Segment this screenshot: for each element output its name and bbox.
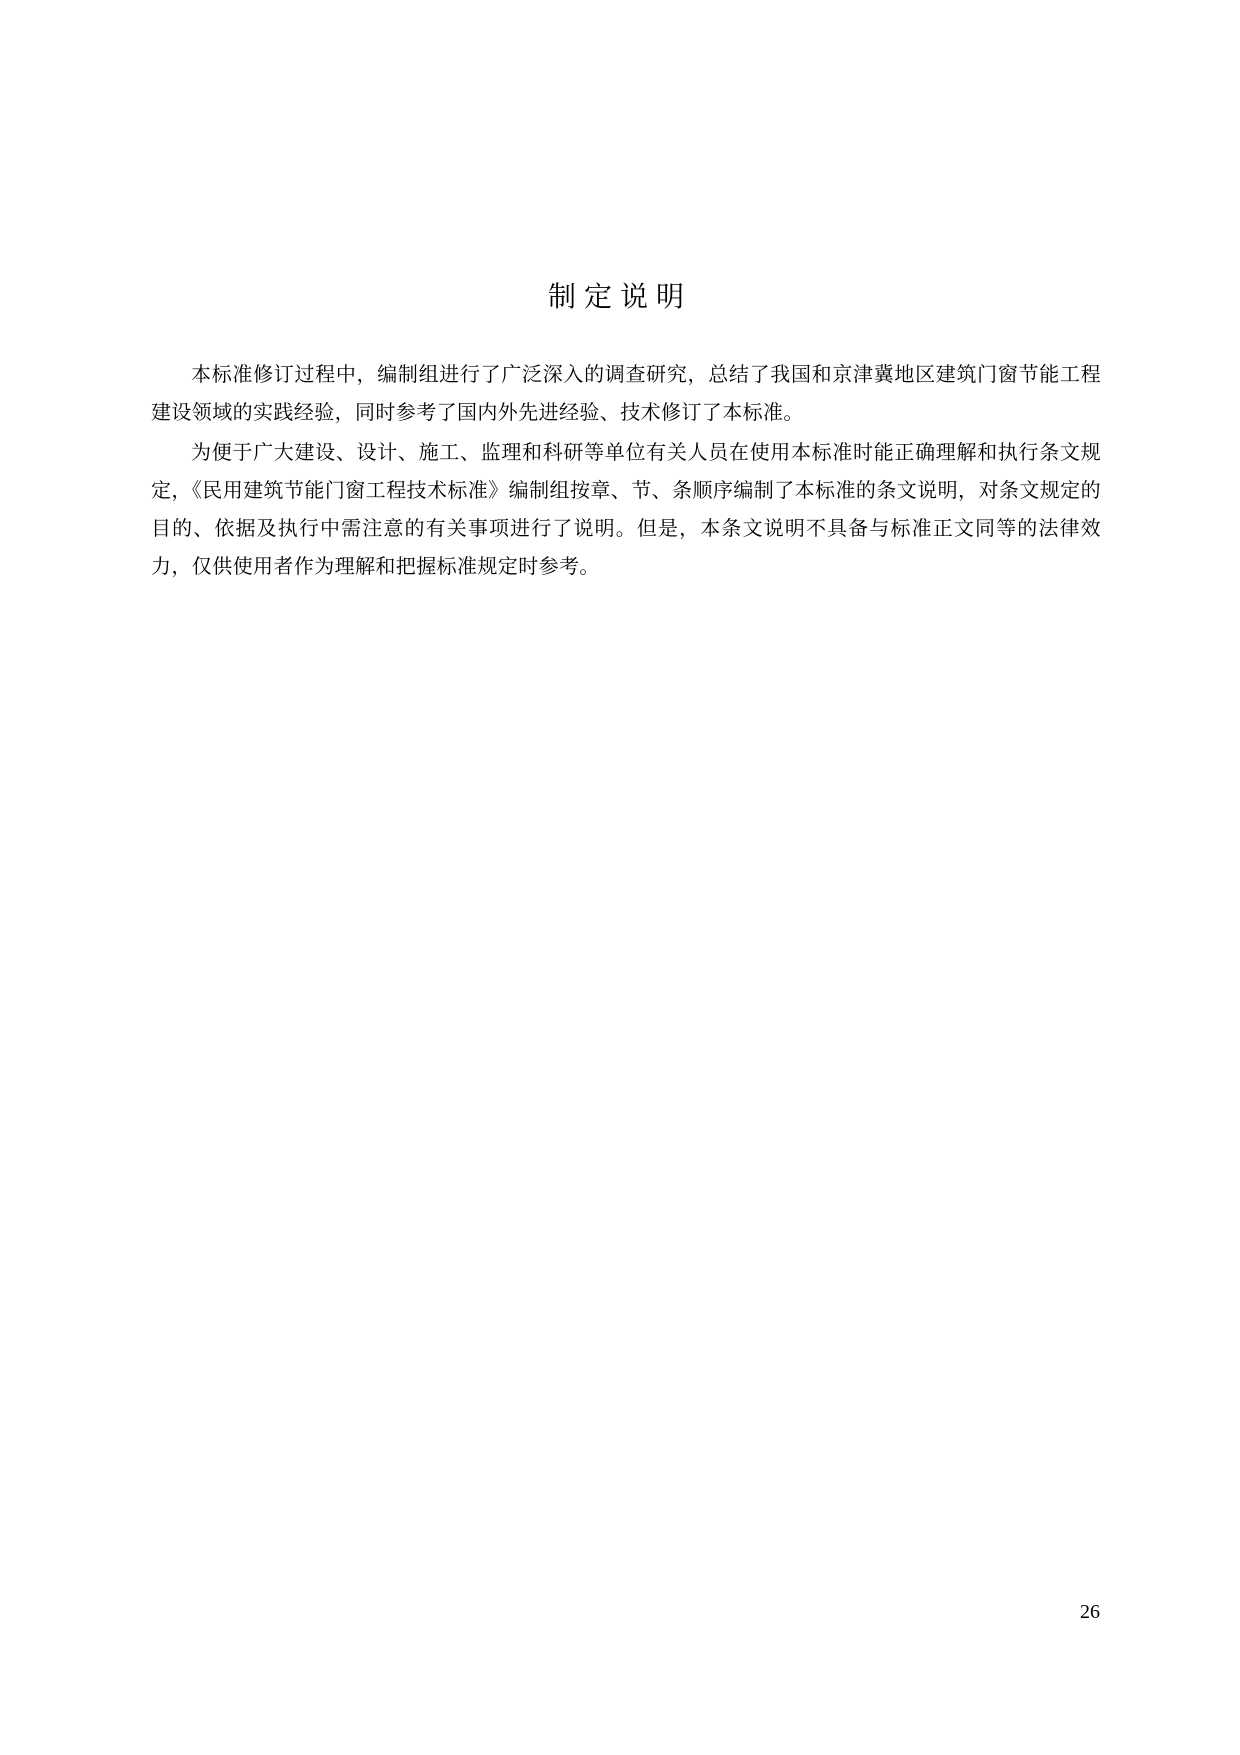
document-title: 制定说明 bbox=[547, 280, 692, 313]
paragraph-revision-process: 本标准修订过程中，编制组进行了广泛深入的调查研究，总结了我国和京津冀地区建筑门窗节能工程建设领域的实践经验，同时参考了国内外先进经验、技术修订了本标准。 bbox=[151, 362, 1101, 424]
paragraph-explanation-purpose: 为便于广大建设、设计、施工、监理和科研等单位有关人员在使用本标准时能正确理解和执行条文规定，《民用建筑节能门窗工程技术标准》编制组按章、节、条顺序编制了本标准的条文说明，对条文规定的目的、依据及执行中需注意的有关事项进行了说明。但是，本条文说明不具备与标准正文同等的法律效力，仅供使用者作为理解和把握标准规定时参考。 bbox=[151, 440, 1101, 578]
document-body bbox=[151, 355, 1101, 587]
page-number: 26 bbox=[1080, 1601, 1100, 1623]
